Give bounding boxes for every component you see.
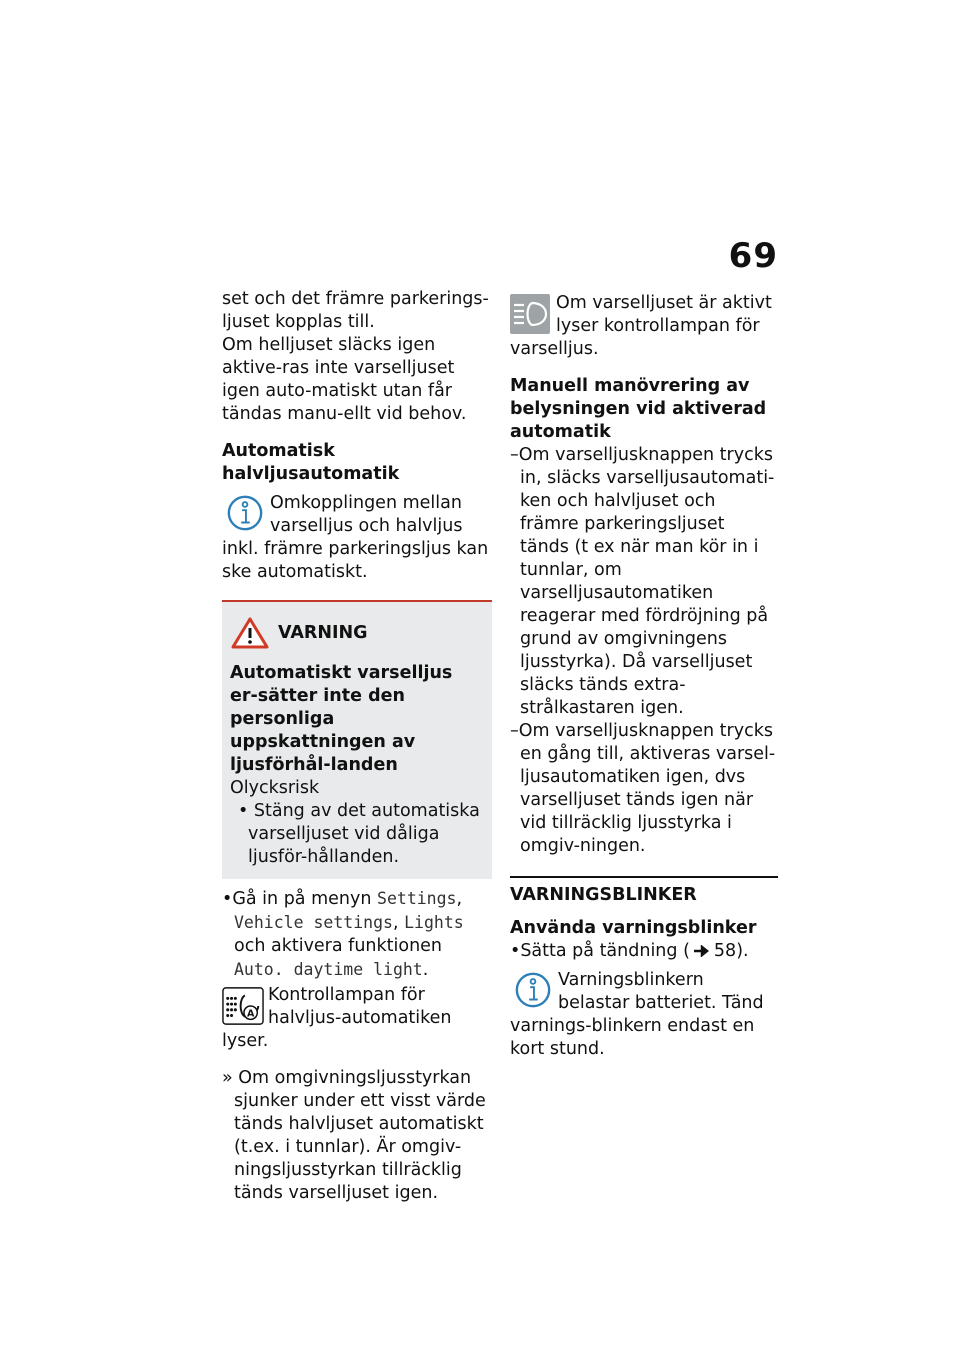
dash-item: –Om varselljusknappen trycks in, släcks varselljusautomati-ken och halvljuset och främre parkeringsljuset tänds (t ex när man kör in i tunnlar, om varselljusautomatiken reagerar med fördröjning på grund av omgivningens ljusstyrka). Då varselljuset släcks tänds extra-strålkastaren igen.: [510, 445, 775, 718]
step-prefix: Gå in på menyn: [232, 889, 378, 909]
step-sep: ,: [456, 889, 463, 909]
dash-item: –Om varselljusknappen trycks en gång till, aktiveras varsel-ljusautomatiken igen, dvs varselljuset tänds igen när vid tillräcklig ljusstyrka i omgiv-ningen.: [510, 721, 776, 856]
warning-risk: Olycksrisk: [230, 778, 320, 798]
menu-auto-daytime-light: Auto. daytime light: [234, 960, 423, 979]
menu-lights: Lights: [404, 913, 464, 932]
daytime-lamp-note: [510, 292, 778, 361]
warning-box: [222, 600, 492, 879]
result-item: » Om omgivningsljusstyrkan sjunker under ett visst värde tänds halvljuset automatiskt (t.ex. i tunnlar). Är omgiv-ningsljusstyrkan tillräcklig tänds varselljuset igen.: [222, 1068, 486, 1203]
info-icon: [514, 971, 552, 1009]
sub-heading: Använda varningsblinker: [510, 918, 757, 938]
info-note: [510, 969, 778, 1061]
page-reference[interactable]: 58: [713, 941, 737, 961]
info-note: [222, 492, 492, 584]
warning-triangle-icon: [230, 616, 270, 650]
lamp-note-text: Kontrollampan för halvljus-automatiken lyser.: [222, 985, 452, 1051]
paragraph-highbeam: Om helljuset släcks igen aktive-ras inte varselljuset igen auto-matiskt utan får tändas manu-ellt vid behov.: [222, 335, 467, 424]
section-divider: [510, 876, 778, 878]
step-mid: och aktivera funktionen: [234, 936, 443, 956]
warning-bullet: • Stäng av det automatiska varselljuset vid dåliga ljusför-hållanden.: [238, 801, 480, 867]
lamp-note: [222, 984, 492, 1053]
heading-auto-lowbeam: Automatisk halvljusautomatik: [222, 441, 400, 484]
dash-item-text: Om varselljusknappen trycks en gång till, aktiveras varsel-ljusautomatiken igen, dvs varselljuset tänds igen när vid tillräcklig ljusstyrka i omgiv-ningen.: [518, 721, 776, 856]
result-text: Om omgivningsljusstyrkan sjunker under ett visst värde tänds halvljuset automatiskt (t.ex. i tunnlar). Är omgiv-ningsljusstyrkan tillräcklig tänds varselljuset igen.: [234, 1068, 486, 1203]
paragraph-continuation: set och det främre parkerings-ljuset kopplas till.: [222, 289, 489, 332]
daytime-lamp-text: Om varselljuset är aktivt lyser kontrollampan för varselljus.: [510, 293, 772, 359]
right-column: [510, 288, 778, 1061]
bullet-item: •Sätta på tändning ( 58).: [510, 941, 749, 961]
page-number: 69: [728, 236, 778, 276]
svg-text:A: A: [246, 1008, 255, 1020]
menu-vehicle-settings: Vehicle settings: [234, 913, 393, 932]
step-end: .: [422, 960, 429, 980]
section-title: VARNINGSBLINKER: [510, 885, 697, 905]
info-text: Varningsblinkern belastar batteriet. Tänd varnings-blinkern endast en kort stund.: [510, 970, 764, 1059]
menu-settings: Settings: [377, 889, 457, 908]
bullet-end: ).: [736, 941, 749, 961]
info-icon: [226, 494, 264, 532]
heading-manual: Manuell manövrering av belysningen vid aktiverad automatik: [510, 376, 767, 442]
auto-lowbeam-lamp-icon: [222, 986, 264, 1026]
daytime-running-light-icon: [510, 294, 550, 334]
warning-label: VARNING: [278, 622, 368, 643]
bullet-text: Sätta på tändning (: [520, 941, 690, 961]
step-sep: ,: [392, 913, 399, 933]
warning-bullet-text: Stäng av det automatiska varselljuset vid dåliga ljusför-hållanden.: [248, 801, 480, 867]
page-reference-arrow-icon[interactable]: [693, 945, 711, 957]
info-text: Omkopplingen mellan varselljus och halvljus inkl. främre parkeringsljus kan ske automatiskt.: [222, 493, 489, 582]
warning-title: Automatiskt varselljus er-sätter inte den personliga uppskattningen av ljusförhål-landen: [230, 663, 453, 775]
left-column: [222, 288, 492, 1205]
warning-header: [230, 616, 486, 650]
dash-item-text: Om varselljusknappen trycks in, släcks varselljusautomati-ken och halvljuset och främre parkeringsljuset tänds (t ex när man kör in i tunnlar, om varselljusautomatiken reagerar med fördröjning på grund av omgivningens ljusstyrka). Då varselljuset släcks tänds extra-strålkastaren igen.: [518, 445, 775, 718]
step-menu: •Gå in på menyn Settings, Vehicle settings, Lights och aktivera funktionen Auto. daytime light.: [222, 889, 464, 980]
